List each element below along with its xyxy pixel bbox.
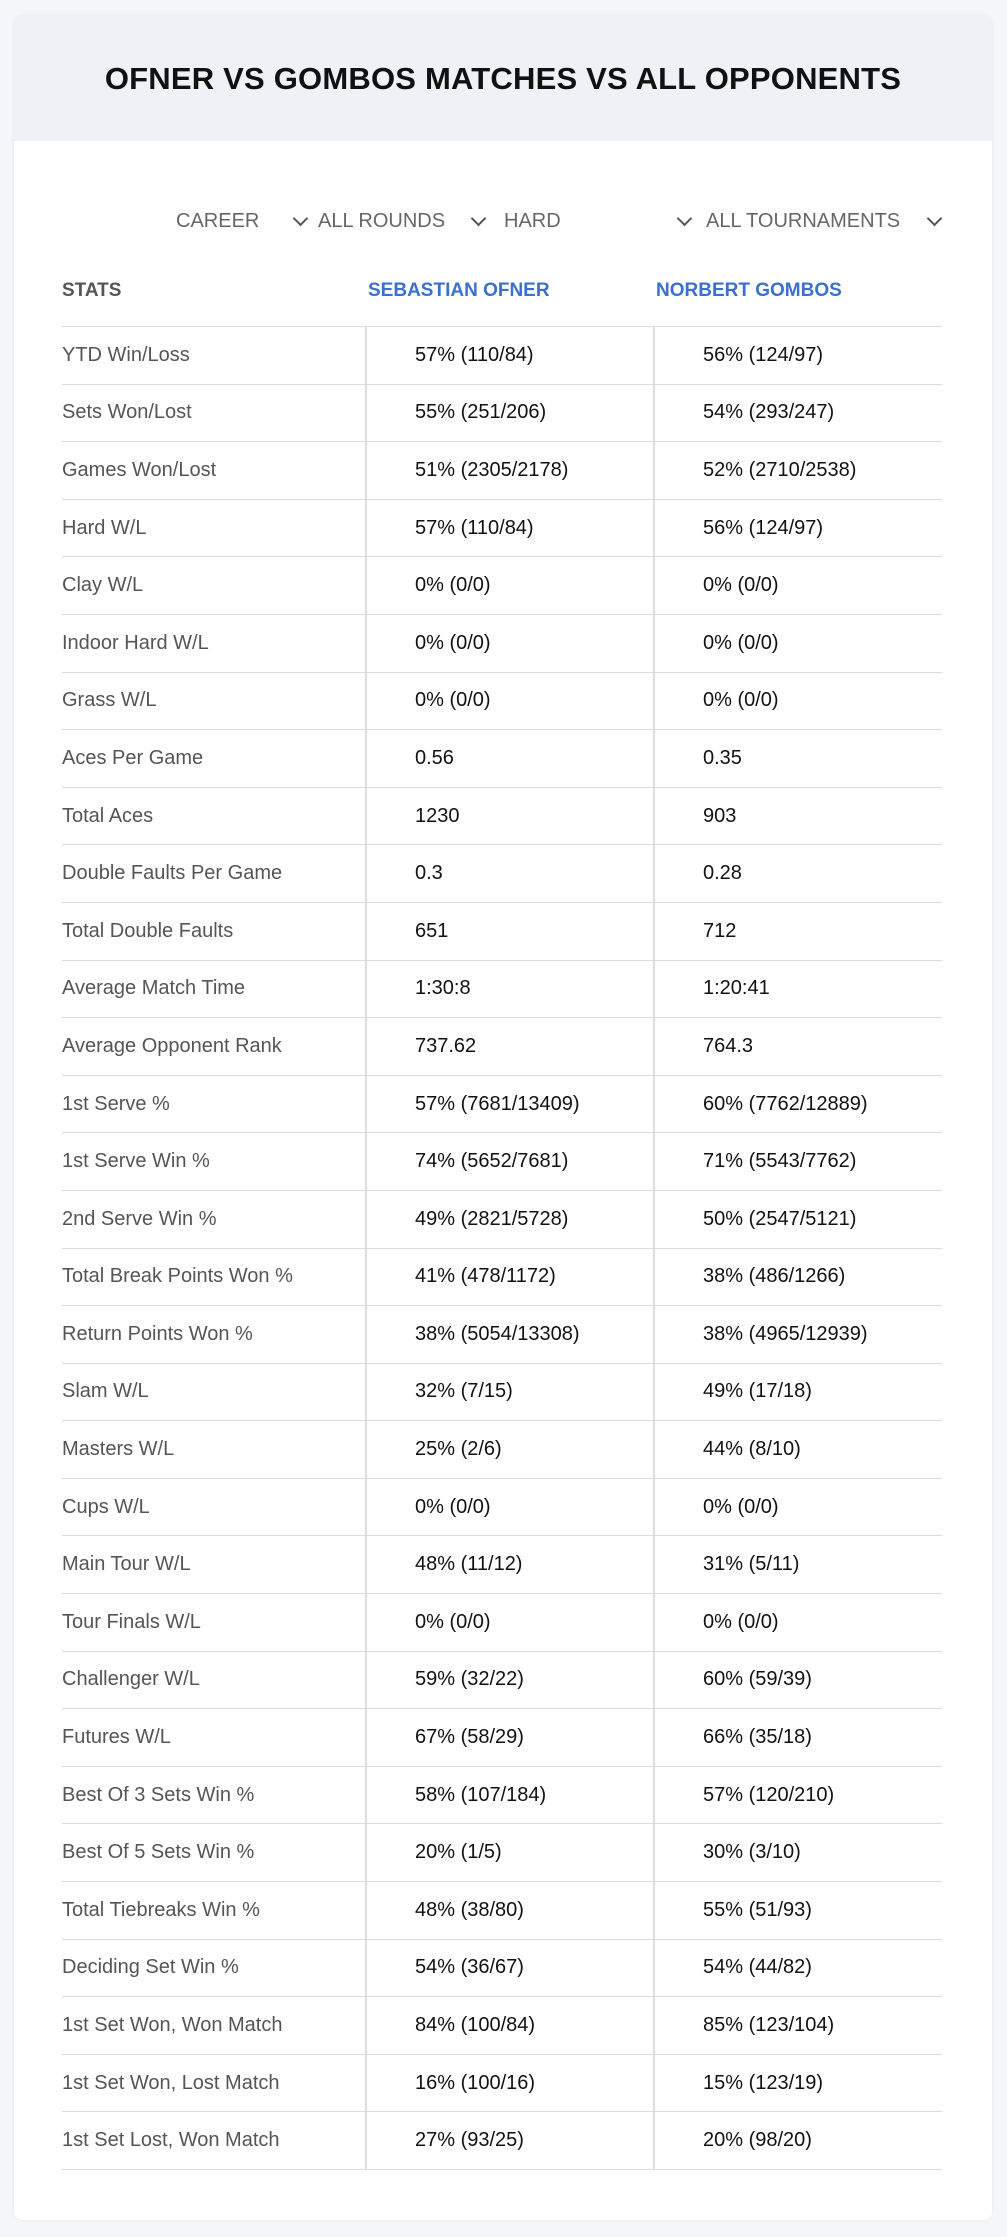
table-row [62, 1824, 942, 1882]
player1-value: 48% (38/80) [367, 1882, 655, 1939]
player1-value: 38% (5054/13308) [367, 1306, 655, 1363]
player2-value: 60% (7762/12889) [703, 1092, 868, 1115]
table-row [62, 1536, 942, 1594]
player2-value: 0% (0/0) [703, 574, 779, 597]
round-select[interactable] [318, 191, 484, 251]
table-row [62, 845, 942, 903]
table-row [62, 1594, 942, 1652]
player2-value: 30% (3/10) [703, 1841, 801, 1864]
player2-value: 764.3 [703, 1034, 754, 1057]
stat-label: 1st Serve Win % [62, 1133, 367, 1190]
player1-value: 25% (2/6) [367, 1421, 655, 1478]
player2-value: 85% (123/104) [703, 2014, 835, 2037]
stat-label: Clay W/L [62, 557, 367, 614]
player1-value: 67% (58/29) [367, 1709, 655, 1766]
player1-value: 0% (0/0) [367, 673, 655, 730]
stat-label: 2nd Serve Win % [62, 1191, 367, 1248]
player1-value: 0% (0/0) [367, 1479, 655, 1536]
player2-value: 60% (59/39) [703, 1668, 812, 1691]
player1-value: 59% (32/22) [367, 1652, 655, 1709]
player2-value: 50% (2547/5121) [703, 1207, 857, 1230]
table-row [62, 730, 942, 788]
stat-label: Games Won/Lost [62, 442, 367, 499]
column-header-player2[interactable]: NORBERT GOMBOS [656, 280, 842, 301]
player1-value: 49% (2821/5728) [367, 1191, 655, 1248]
player2-value: 1:20:41 [703, 977, 770, 1000]
card-header [14, 16, 992, 141]
table-row [62, 615, 942, 673]
filter-bar [14, 191, 992, 251]
stat-label: Indoor Hard W/L [62, 615, 367, 672]
player1-value: 1:30:8 [367, 961, 655, 1018]
tournament-select-value: ALL TOURNAMENTS [706, 209, 901, 232]
column-header-stats: STATS [62, 280, 122, 301]
player2-value: 49% (17/18) [703, 1380, 812, 1403]
player2-value: 54% (293/247) [703, 401, 835, 424]
stat-label: Total Double Faults [62, 903, 367, 960]
stat-label: Total Tiebreaks Win % [62, 1882, 367, 1939]
stat-label: Best Of 5 Sets Win % [62, 1824, 367, 1881]
player1-value: 0% (0/0) [367, 1594, 655, 1651]
player2-value: 0% (0/0) [703, 631, 779, 654]
stat-label: Average Match Time [62, 961, 367, 1018]
player2-value: 44% (8/10) [703, 1438, 801, 1461]
player1-value: 84% (100/84) [367, 1997, 655, 2054]
table-row [62, 1191, 942, 1249]
stat-label: Average Opponent Rank [62, 1018, 367, 1075]
player2-value: 31% (5/11) [703, 1553, 800, 1576]
column-header-player1[interactable]: SEBASTIAN OFNER [368, 280, 550, 301]
player1-value: 16% (100/16) [367, 2055, 655, 2112]
stat-label: Tour Finals W/L [62, 1594, 367, 1651]
tournament-select[interactable] [706, 191, 940, 251]
stat-label: Total Aces [62, 788, 367, 845]
table-row [62, 1249, 942, 1307]
table-row [62, 327, 942, 385]
stat-label: Aces Per Game [62, 730, 367, 787]
surface-select[interactable] [504, 191, 690, 251]
table-row [62, 1018, 942, 1076]
stats-table [62, 256, 942, 2170]
player2-value: 38% (4965/12939) [703, 1322, 868, 1345]
page-title: OFNER VS GOMBOS MATCHES VS ALL OPPONENTS [104, 60, 902, 96]
table-row [62, 903, 942, 961]
player2-value: 15% (123/19) [703, 2071, 824, 2094]
stat-label: Return Points Won % [62, 1306, 367, 1363]
stat-label: Main Tour W/L [62, 1536, 367, 1593]
player2-value: 54% (44/82) [703, 1956, 812, 1979]
player2-value: 52% (2710/2538) [703, 458, 857, 481]
table-row [62, 1133, 942, 1191]
player2-value: 71% (5543/7762) [703, 1150, 857, 1173]
player2-value: 66% (35/18) [703, 1726, 812, 1749]
stat-label: Challenger W/L [62, 1652, 367, 1709]
stat-label: Hard W/L [62, 500, 367, 557]
table-row [62, 788, 942, 846]
table-row [62, 1709, 942, 1767]
stat-label: Masters W/L [62, 1421, 367, 1478]
player2-value: 903 [703, 804, 737, 827]
stats-card [14, 16, 992, 2220]
player1-value: 0% (0/0) [367, 557, 655, 614]
stat-label: 1st Set Lost, Won Match [62, 2112, 367, 2169]
player1-value: 0% (0/0) [367, 615, 655, 672]
table-row [62, 1306, 942, 1364]
player2-value: 38% (486/1266) [703, 1265, 846, 1288]
player1-value: 32% (7/15) [367, 1364, 655, 1421]
player2-value: 0% (0/0) [703, 1610, 779, 1633]
stat-label: YTD Win/Loss [62, 327, 367, 384]
table-row [62, 1421, 942, 1479]
stat-label: Deciding Set Win % [62, 1940, 367, 1997]
stat-label: Double Faults Per Game [62, 845, 367, 902]
player2-value: 0% (0/0) [703, 689, 779, 712]
table-row [62, 1479, 942, 1537]
player2-value: 55% (51/93) [703, 1898, 812, 1921]
player1-value: 0.56 [367, 730, 655, 787]
player1-value: 74% (5652/7681) [367, 1133, 655, 1190]
stat-label: Grass W/L [62, 673, 367, 730]
round-select-value: ALL ROUNDS [318, 209, 446, 232]
table-row [62, 673, 942, 731]
player1-value: 1230 [367, 788, 655, 845]
player1-value: 58% (107/184) [367, 1767, 655, 1824]
player1-value: 651 [367, 903, 655, 960]
stat-label: Total Break Points Won % [62, 1249, 367, 1306]
table-row [62, 1364, 942, 1422]
table-row [62, 2055, 942, 2113]
table-row [62, 1997, 942, 2055]
player1-value: 54% (36/67) [367, 1940, 655, 1997]
chevron-down-icon [927, 210, 943, 226]
player1-value: 57% (110/84) [367, 500, 655, 557]
table-row [62, 2112, 942, 2170]
period-select-value: CAREER [176, 209, 260, 232]
table-row [62, 557, 942, 615]
table-row [62, 385, 942, 443]
surface-select-value: HARD [504, 209, 561, 232]
player2-value: 20% (98/20) [703, 2129, 812, 2152]
player2-value: 712 [703, 919, 737, 942]
chevron-down-icon [677, 210, 693, 226]
player1-value: 55% (251/206) [367, 385, 655, 442]
player2-value: 57% (120/210) [703, 1783, 835, 1806]
player1-value: 27% (93/25) [367, 2112, 655, 2169]
table-row [62, 961, 942, 1019]
player2-value: 0% (0/0) [703, 1495, 779, 1518]
stat-label: 1st Set Won, Won Match [62, 1997, 367, 2054]
table-header [62, 256, 942, 327]
player2-value: 56% (124/97) [703, 343, 824, 366]
player1-value: 20% (1/5) [367, 1824, 655, 1881]
table-row [62, 1652, 942, 1710]
player2-value: 0.28 [703, 862, 742, 885]
stat-label: Slam W/L [62, 1364, 367, 1421]
player1-value: 0.3 [367, 845, 655, 902]
chevron-down-icon [471, 210, 487, 226]
player1-value: 51% (2305/2178) [367, 442, 655, 499]
stat-label: 1st Serve % [62, 1076, 367, 1133]
table-body [62, 327, 942, 2170]
stat-label: Sets Won/Lost [62, 385, 367, 442]
player1-value: 57% (110/84) [367, 327, 655, 384]
stat-label: Futures W/L [62, 1709, 367, 1766]
chevron-down-icon [293, 210, 309, 226]
player1-value: 57% (7681/13409) [367, 1076, 655, 1133]
table-row [62, 1076, 942, 1134]
table-row [62, 442, 942, 500]
stat-label: Best Of 3 Sets Win % [62, 1767, 367, 1824]
stat-label: 1st Set Won, Lost Match [62, 2055, 367, 2112]
table-row [62, 500, 942, 558]
table-row [62, 1767, 942, 1825]
player1-value: 737.62 [367, 1018, 655, 1075]
player2-value: 0.35 [703, 746, 742, 769]
stat-label: Cups W/L [62, 1479, 367, 1536]
table-row [62, 1882, 942, 1940]
period-select[interactable] [176, 191, 306, 251]
player1-value: 48% (11/12) [367, 1536, 655, 1593]
player2-value: 56% (124/97) [703, 516, 824, 539]
player1-value: 41% (478/1172) [367, 1249, 655, 1306]
table-row [62, 1940, 942, 1998]
